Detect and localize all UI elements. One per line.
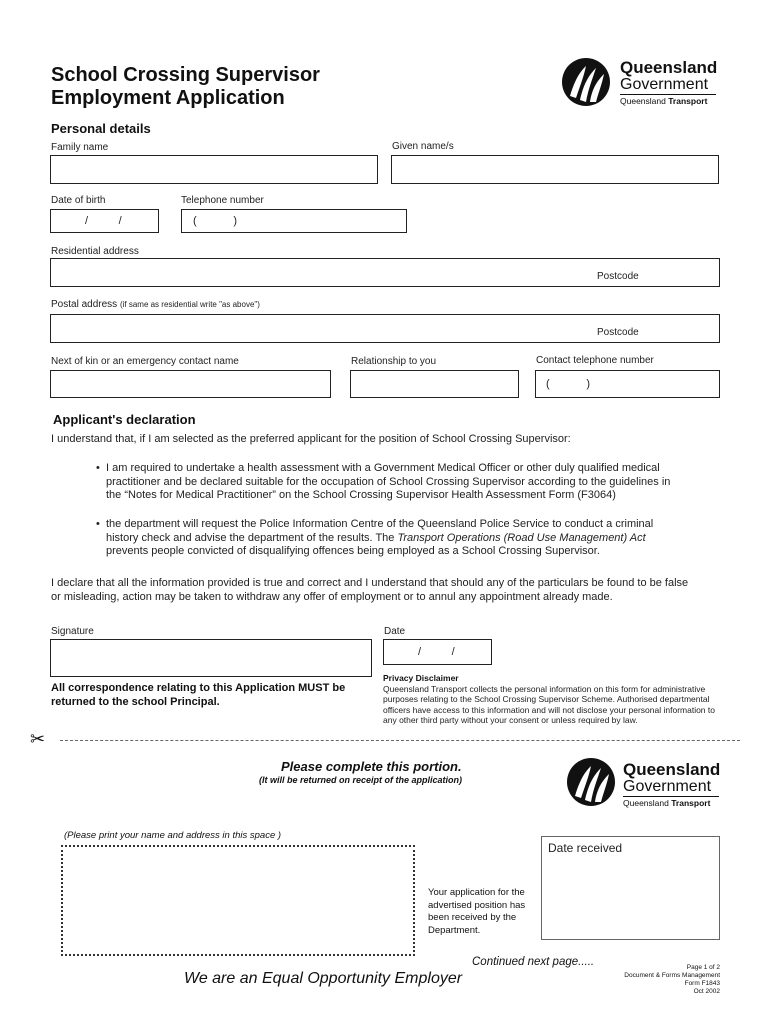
- dob-field[interactable]: [50, 209, 159, 233]
- next-of-kin-field[interactable]: [50, 370, 331, 398]
- form-department: Document & Forms Management: [624, 972, 720, 979]
- given-names-label: Given name/s: [392, 141, 454, 152]
- receipt-subheading: (It will be returned on receipt of the application): [259, 775, 463, 785]
- title-line-1: School Crossing Supervisor: [51, 64, 320, 86]
- logo-rule: [623, 796, 719, 797]
- declaration-intro: I understand that, if I am selected as the preferred applicant for the position of School Crossing Supervisor:: [51, 433, 571, 445]
- declaration-bullet-1: • I am required to undertake a health assessment with a Government Medical Officer or other duly qualified medical practitioner and be declared suitable for the occupation of School Crossing Supervisor according to the guidelines in the “Notes for Medical Practitioner” on the School Crossing Supervisor Health Assessment Form (F3064): [96, 462, 671, 501]
- residential-field[interactable]: [50, 258, 720, 287]
- telephone-label: Telephone number: [181, 195, 264, 206]
- print-name-note: (Please print your name and address in this space ): [64, 830, 282, 841]
- page-title: [51, 64, 320, 110]
- date-received-label: Date received: [548, 841, 623, 855]
- logo-department: Queensland Transport: [620, 96, 708, 106]
- scissors-icon: ✂: [30, 729, 46, 749]
- continued-note: Continued next page.....: [472, 956, 595, 968]
- received-note: Your application for the advertised position has been received by the Department.: [428, 887, 526, 936]
- date-placeholder: / /: [418, 646, 455, 658]
- telephone-placeholder: ( ): [193, 215, 237, 227]
- signature-field[interactable]: [50, 639, 372, 677]
- dob-label: Date of birth: [51, 195, 106, 206]
- telephone-field[interactable]: [181, 209, 407, 233]
- bullet-dot: •: [96, 518, 100, 530]
- contact-phone-field[interactable]: [535, 370, 720, 398]
- logo-rule: [620, 94, 716, 95]
- qld-government-logo: [560, 54, 730, 110]
- next-of-kin-label: Next of kin or an emergency contact name: [51, 356, 239, 367]
- relationship-field[interactable]: [350, 370, 519, 398]
- logo-government: Government: [620, 76, 709, 93]
- declaration-statement: I declare that all the information provided is true and correct and I understand that should any of the particulars be found to be false or misleading, action may be taken to withdraw any offer of employment or to annul any appointment already made.: [51, 577, 689, 603]
- privacy-text: Queensland Transport collects the personal information on this form for administrative purposes relating to the School Crossing Supervisor Scheme. Authorised departmental officers have access to this information and will not disclose your personal information to any other third party without your consent or unless required by law.: [383, 684, 715, 726]
- personal-details-heading: Personal details: [51, 121, 151, 136]
- contact-phone-placeholder: ( ): [546, 378, 590, 390]
- contact-phone-label: Contact telephone number: [536, 355, 654, 366]
- postal-field[interactable]: [50, 314, 720, 343]
- correspondence-note: All correspondence relating to this Application MUST be returned to the school Principal.: [51, 682, 346, 708]
- logo-queensland: Queensland: [620, 58, 718, 77]
- qld-crest-icon: [565, 756, 617, 808]
- title-line-2: Employment Application: [51, 87, 285, 109]
- receipt-heading: Please complete this portion.: [281, 759, 462, 774]
- date-label: Date: [384, 626, 406, 637]
- postal-postcode-label: Postcode: [597, 327, 639, 338]
- family-name-label: Family name: [51, 142, 109, 153]
- postal-note: (if same as residential write "as above"): [119, 300, 260, 309]
- dob-placeholder: / /: [85, 215, 122, 227]
- date-field[interactable]: [383, 639, 492, 665]
- logo-government: Government: [623, 778, 712, 795]
- given-names-field[interactable]: [391, 155, 719, 184]
- cut-line: [60, 740, 740, 741]
- signature-label: Signature: [51, 626, 94, 637]
- page-number: Page 1 of 2: [686, 964, 720, 971]
- name-address-field[interactable]: [61, 845, 415, 956]
- logo-queensland: Queensland: [623, 760, 721, 779]
- postal-label: Postal address (if same as residential write "as above"): [51, 299, 260, 310]
- family-name-field[interactable]: [50, 155, 378, 184]
- declaration-heading: Applicant's declaration: [53, 412, 196, 427]
- declaration-bullet-2: • the department will request the Police Information Centre of the Queensland Police Service to conduct a criminal history check and advise the department of the results. The Transport Operations (Road Use Management) Act prevents people convicted of disqualifying offences being employed as a School Crossing Supervisor.: [96, 518, 654, 557]
- date-received-box[interactable]: [541, 836, 720, 940]
- bullet-dot: •: [96, 462, 100, 474]
- qld-crest-icon: [560, 56, 612, 108]
- form-date: Oct 2002: [693, 988, 720, 995]
- residential-postcode-label: Postcode: [597, 271, 639, 282]
- qld-government-logo-receipt: [565, 754, 735, 810]
- form-reference: [624, 964, 720, 996]
- privacy-heading: Privacy Disclaimer: [383, 673, 459, 683]
- equal-opportunity: We are an Equal Opportunity Employer: [184, 970, 463, 987]
- form-number: Form F1843: [684, 980, 720, 987]
- logo-department: Queensland Transport: [623, 798, 711, 808]
- relationship-label: Relationship to you: [351, 356, 437, 367]
- residential-label: Residential address: [51, 246, 139, 257]
